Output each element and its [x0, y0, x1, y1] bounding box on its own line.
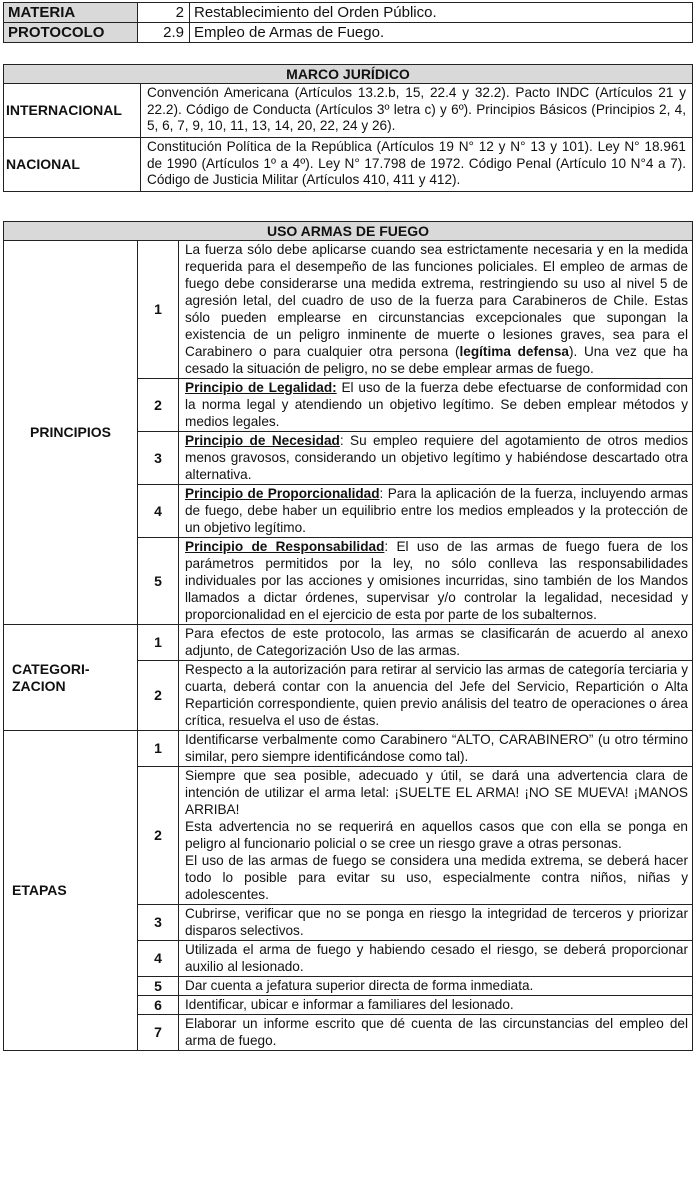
- etapa-2-p1: Siempre que sea posible, adecuado y útil, se dará una advertencia clara de intención de utilizar el arma letal: ¡SUELTE EL ARMA! ¡NO SE MUEVA! ¡MANOS ARRIBA!: [185, 768, 688, 817]
- table-row: [4, 731, 693, 767]
- nacional-label: NACIONAL: [4, 138, 141, 192]
- materia-row: [4, 3, 693, 23]
- principio-proporcionalidad-body: : Para la aplicación de la fuerza, incluyendo armas de fuego, debe haber un equilibrio entre los medios empleados y la protección de un objetivo legítimo.: [185, 486, 689, 535]
- etapa-2-p3: El uso de las armas de fuego se considera una medida extrema, se deberá hacer todo lo posible para evitar su uso, especialmente contra niños, niñas y adolescentes.: [185, 853, 688, 902]
- protocolo-label: PROTOCOLO: [4, 23, 138, 43]
- item-number: 1: [138, 731, 179, 767]
- item-number: 3: [138, 905, 179, 941]
- materia-label: MATERIA: [4, 3, 138, 23]
- item-number: 2: [138, 767, 179, 905]
- table-row: [4, 241, 693, 379]
- internacional-text: Convención Americana (Artículos 13.2.b, 15, 22.4 y 32.2). Pacto INDC (Artículos 21 y 22.2). Código de Conducta (Artículos 3º letra c) y 6º). Principios Básicos (Principios 2, 4, 5, 6, 7, 9, 10, 11, 13, 14, 20, 22, 24 y 26).: [141, 84, 693, 138]
- principio-necesidad-name: Principio de Necesidad: [185, 433, 340, 448]
- materia-value: Restablecimiento del Orden Público.: [190, 3, 693, 23]
- categorizacion-1-text: Para efectos de este protocolo, las armas se clasificarán de acuerdo al anexo adjunto, de Categorización Uso de las armas.: [179, 625, 693, 661]
- item-number: 5: [138, 538, 179, 625]
- categorizacion-2-text: Respecto a la autorización para retirar al servicio las armas de categoría terciaria y cuarta, deberá contar con la anuencia del Jefe del Servicio, Repartición o Alta Repartición correspondiente, quien previo análisis del teatro de operaciones o área crítica, resuelva el uso de éstas.: [179, 661, 693, 731]
- item-number: 1: [138, 625, 179, 661]
- nacional-text: Constitución Política de la República (Artículos 19 N° 12 y N° 13 y 101). Ley N° 18.961 de 1990 (Artículos 1º a 4º). Ley N° 17.798 de 1972. Código Penal (Artículo 10 N°4 a 7). Código de Justicia Militar (Artículos 410, 411 y 412).: [141, 138, 693, 192]
- categorizacion-label-line1: CATEGORI-: [12, 660, 90, 677]
- etapa-6-text: Identificar, ubicar e informar a familiares del lesionado.: [179, 996, 693, 1015]
- principio-1-text: [179, 241, 693, 379]
- item-number: 3: [138, 432, 179, 485]
- principio-responsabilidad-body: : El uso de las armas de fuego fuera de los parámetros permitidos por la ley, no sólo conlleva las responsabilidades individuales por las acciones y omisiones incurridas, sino también de los Mandos llamados a dictar órdenes, supervisar y/o controlar la legalidad, necesidad y proporcionalidad en el ejercicio de esta por parte de los subalternos.: [185, 539, 688, 622]
- etapa-1-text: Identificarse verbalmente como Carabinero “ALTO, CARABINERO” (u otro término similar, pero siempre identificándose como tal).: [179, 731, 693, 767]
- principio-1-post: ). Una vez que ha cesado la situación de peligro, no se debe emplear armas de fuego.: [185, 344, 688, 376]
- etapa-3-text: Cubrirse, verificar que no se ponga en riesgo la integridad de terceros y priorizar disparos selectivos.: [179, 905, 693, 941]
- uso-armas-table: [3, 221, 693, 1051]
- item-number: 2: [138, 661, 179, 731]
- internacional-row: [4, 84, 693, 138]
- legitima-defensa: legítima defensa: [459, 344, 569, 359]
- marco-juridico-title: MARCO JURÍDICO: [4, 65, 693, 84]
- etapa-4-text: Utilizada el arma de fuego y habiendo cesado el riesgo, se deberá proporcionar auxilio al lesionado.: [179, 941, 693, 977]
- categorizacion-label-line2: ZACION: [12, 677, 66, 694]
- table-row: [4, 625, 693, 661]
- item-number: 2: [138, 379, 179, 432]
- uso-armas-title: USO ARMAS DE FUEGO: [4, 222, 693, 241]
- etapa-7-text: Elaborar un informe escrito que dé cuenta de las circunstancias del empleo del arma de fuego.: [179, 1015, 693, 1051]
- principio-legalidad-body: El uso de la fuerza debe efectuarse de conformidad con la norma legal y atendiendo un objetivo legítimo. Se deben emplear métodos y medios legales.: [185, 380, 688, 429]
- principios-label: PRINCIPIOS: [4, 241, 138, 625]
- principio-responsabilidad-text: [179, 538, 693, 625]
- protocolo-value: Empleo de Armas de Fuego.: [190, 23, 693, 43]
- principio-proporcionalidad-name: Principio de Proporcionalidad: [185, 486, 380, 501]
- header-table: [3, 2, 693, 43]
- etapa-5-text: Dar cuenta a jefatura superior directa de forma inmediata.: [179, 977, 693, 996]
- protocolo-row: [4, 23, 693, 43]
- etapa-2-text: [179, 767, 693, 905]
- etapa-2-p2: Esta advertencia no se requerirá en aquellos casos que con ella se ponga en peligro al funcionario policial o se cree un riesgo grave a otras personas.: [185, 819, 688, 851]
- etapas-label: ETAPAS: [4, 731, 138, 1051]
- item-number: 7: [138, 1015, 179, 1051]
- materia-number: 2: [138, 3, 190, 23]
- item-number: 5: [138, 977, 179, 996]
- principio-legalidad-text: [179, 379, 693, 432]
- principio-proporcionalidad-text: [179, 485, 693, 538]
- principio-responsabilidad-name: Principio de Responsabilidad: [185, 539, 385, 554]
- categorizacion-label: [4, 625, 138, 731]
- item-number: 4: [138, 941, 179, 977]
- principio-necesidad-body: : Su empleo requiere del agotamiento de otros medios menos gravosos, considerando un objetivo legítimo y habiéndose descartado otra alternativa.: [185, 433, 689, 482]
- nacional-row: [4, 138, 693, 192]
- principio-necesidad-text: [179, 432, 693, 485]
- protocolo-number: 2.9: [138, 23, 190, 43]
- internacional-label: INTERNACIONAL: [4, 84, 141, 138]
- item-number: 4: [138, 485, 179, 538]
- item-number: 1: [138, 241, 179, 379]
- item-number: 6: [138, 996, 179, 1015]
- principio-1-pre: La fuerza sólo debe aplicarse cuando sea estrictamente necesaria y en la medida requerida para el desempeño de las funciones policiales. El empleo de armas de fuego debe considerarse una medida extrema, restringiendo su uso al nivel 5 de agresión letal, del cuadro de uso de la fuerza para Carabineros de Chile. Estas sólo pueden emplearse en circunstancias excepcionales que supongan la existencia de un peligro inminente de muerte o lesiones graves, sea para el Carabinero o para cualquier otra persona (: [185, 242, 688, 359]
- marco-juridico-table: [3, 64, 693, 192]
- principio-legalidad-name: Principio de Legalidad:: [185, 380, 337, 395]
